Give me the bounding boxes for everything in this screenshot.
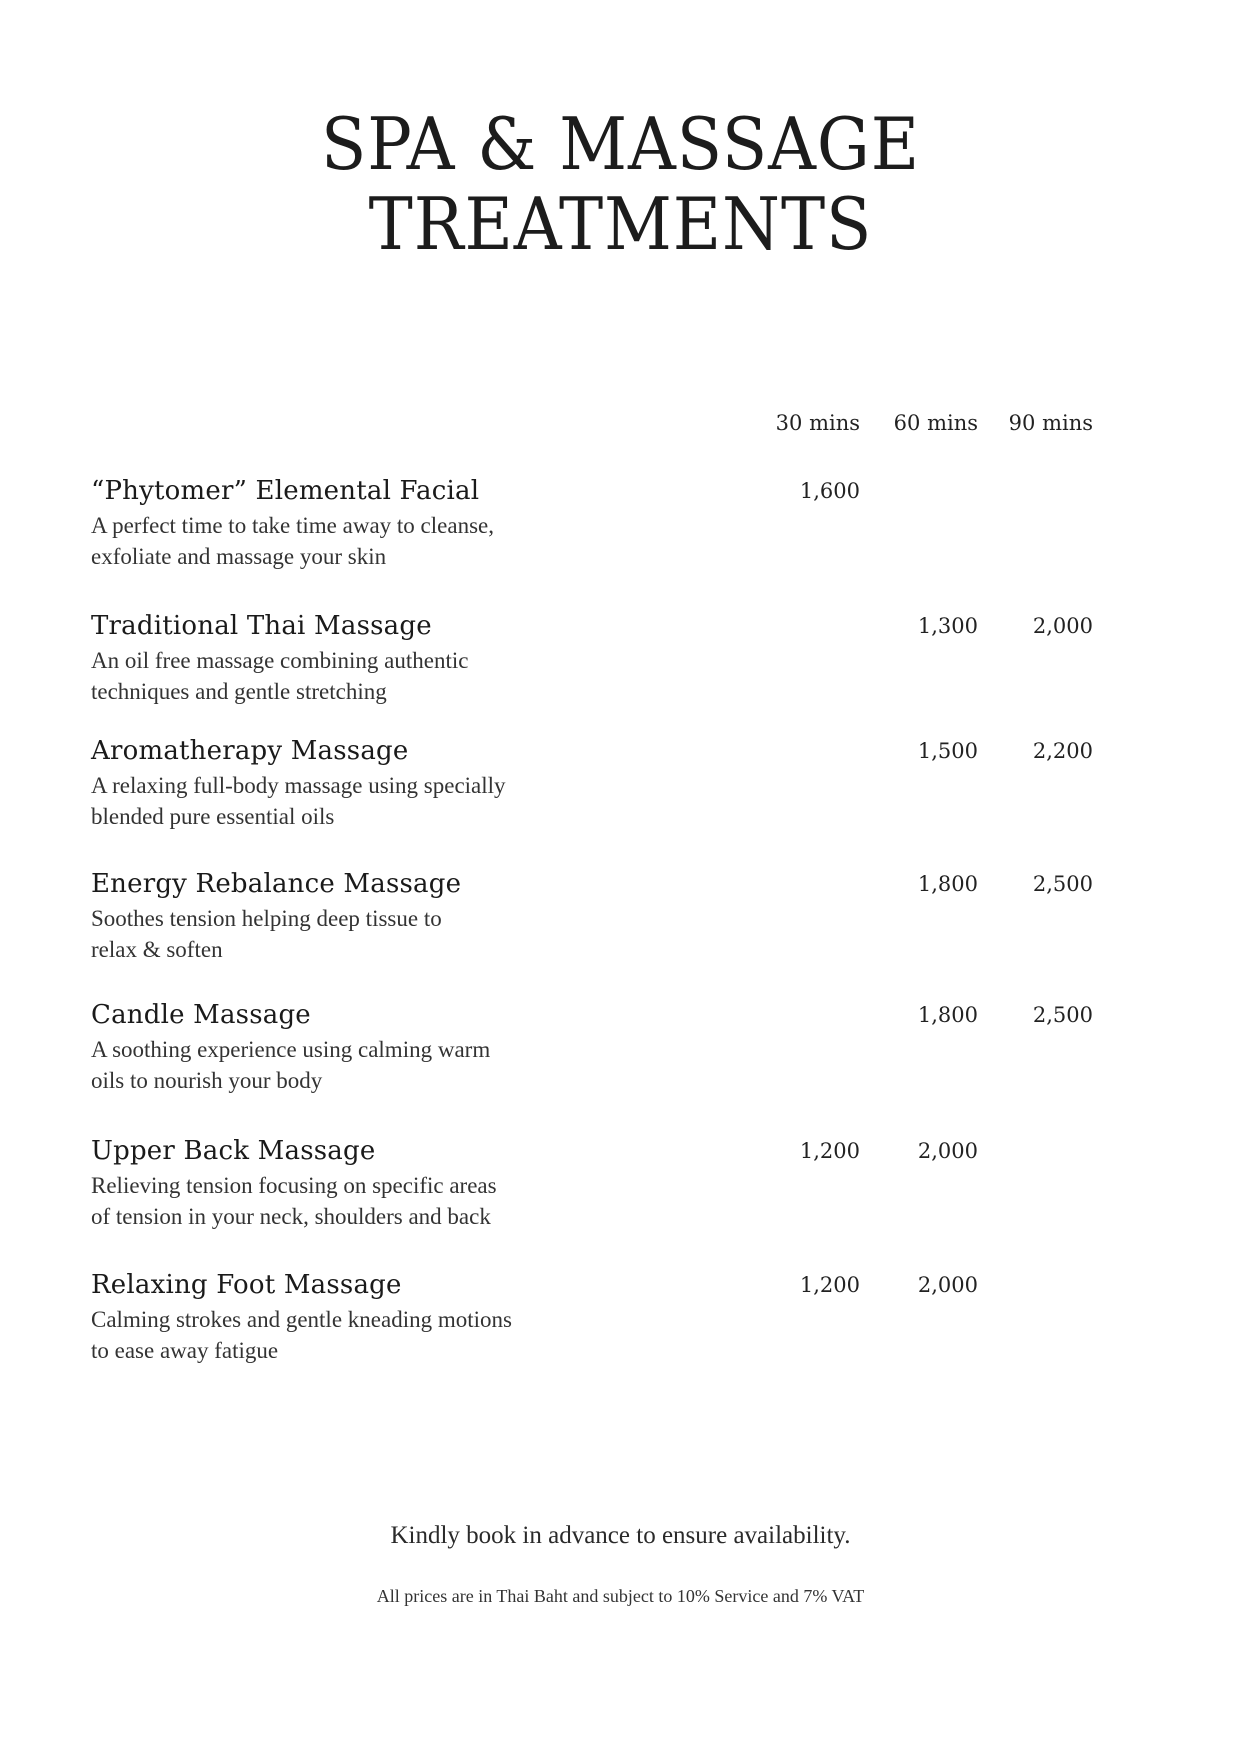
pricing-disclaimer: All prices are in Thai Baht and subject to 10% Service and 7% VAT xyxy=(376,1586,865,1606)
description-line: oils to nourish your body xyxy=(91,1068,323,1093)
treatment-description xyxy=(91,510,651,572)
treatment-item xyxy=(0,998,1241,1118)
description-line: A perfect time to take time away to cleanse, xyxy=(91,513,494,538)
description-line: Relieving tension focusing on specific areas xyxy=(91,1173,497,1198)
treatment-item xyxy=(0,474,1241,594)
duration-column-headers xyxy=(0,408,1241,438)
title-line-2: TREATMENTS xyxy=(368,182,873,266)
price-90-mins: 2,200 xyxy=(1032,739,1093,763)
column-header-90-mins: 90 mins xyxy=(1008,411,1093,435)
treatment-item xyxy=(0,734,1241,854)
description-line: to ease away fatigue xyxy=(91,1338,279,1363)
treatment-name: Aromatherapy Massage xyxy=(91,736,409,766)
treatment-description xyxy=(91,1170,651,1232)
treatment-description xyxy=(91,1034,651,1096)
description-line: blended pure essential oils xyxy=(91,804,335,829)
treatment-name: Candle Massage xyxy=(91,1000,311,1030)
column-header-30-mins: 30 mins xyxy=(775,411,860,435)
price-90-mins: 2,000 xyxy=(1032,614,1093,638)
description-line: of tension in your neck, shoulders and back xyxy=(91,1204,491,1229)
description-line: techniques and gentle stretching xyxy=(91,679,387,704)
description-line: An oil free massage combining authentic xyxy=(91,648,469,673)
title-line-1: SPA & MASSAGE xyxy=(320,102,921,186)
treatment-description xyxy=(91,1304,651,1366)
price-60-mins: 1,800 xyxy=(917,872,978,896)
treatment-item xyxy=(0,1134,1241,1254)
treatment-description xyxy=(91,903,651,965)
treatment-name: Upper Back Massage xyxy=(91,1136,376,1166)
treatment-description xyxy=(91,770,651,832)
treatment-item xyxy=(0,867,1241,987)
price-60-mins: 1,500 xyxy=(917,739,978,763)
treatment-item xyxy=(0,609,1241,729)
page-title xyxy=(50,104,1192,264)
treatment-description xyxy=(91,645,651,707)
description-line: exfoliate and massage your skin xyxy=(91,544,387,569)
treatment-item xyxy=(0,1268,1241,1388)
description-line: A soothing experience using calming warm xyxy=(91,1037,491,1062)
treatment-name: “Phytomer” Elemental Facial xyxy=(91,476,480,506)
booking-note: Kindly book in advance to ensure availability. xyxy=(390,1522,851,1549)
price-30-mins: 1,200 xyxy=(799,1139,860,1163)
description-line: Calming strokes and gentle kneading motions xyxy=(91,1307,512,1332)
price-30-mins: 1,600 xyxy=(799,479,860,503)
price-60-mins: 1,300 xyxy=(917,614,978,638)
price-60-mins: 1,800 xyxy=(917,1003,978,1027)
description-line: relax & soften xyxy=(91,937,223,962)
price-90-mins: 2,500 xyxy=(1032,872,1093,896)
description-line: Soothes tension helping deep tissue to xyxy=(91,906,442,931)
treatment-name: Traditional Thai Massage xyxy=(91,611,432,641)
treatment-name: Relaxing Foot Massage xyxy=(91,1270,402,1300)
price-60-mins: 2,000 xyxy=(917,1273,978,1297)
description-line: A relaxing full-body massage using specially xyxy=(91,773,506,798)
treatment-name: Energy Rebalance Massage xyxy=(91,869,462,899)
column-header-60-mins: 60 mins xyxy=(893,411,978,435)
price-60-mins: 2,000 xyxy=(917,1139,978,1163)
price-30-mins: 1,200 xyxy=(799,1273,860,1297)
price-90-mins: 2,500 xyxy=(1032,1003,1093,1027)
